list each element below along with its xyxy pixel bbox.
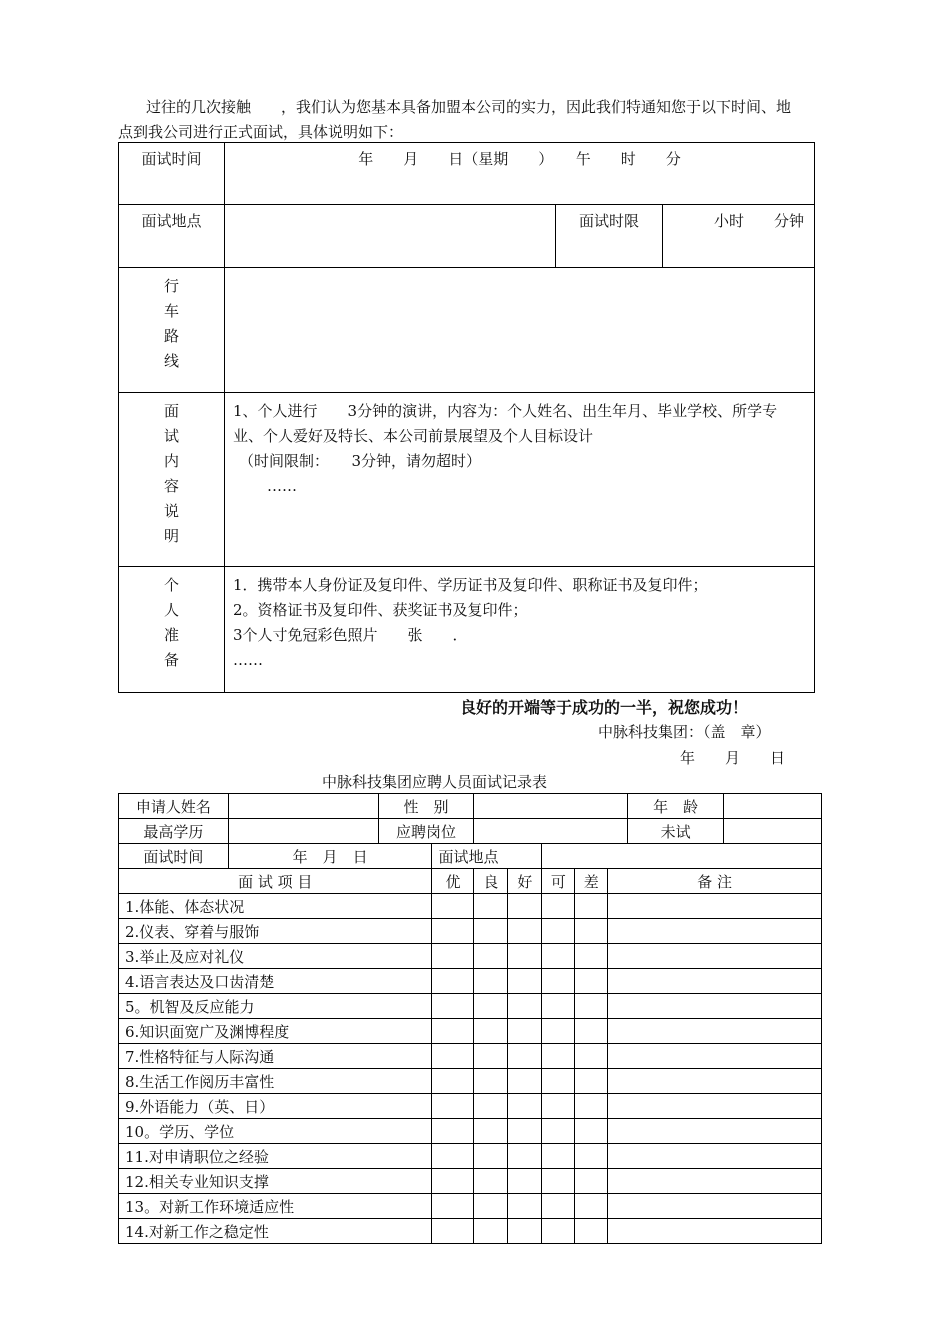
- grade-excellent-cell[interactable]: [432, 894, 474, 919]
- grade-excellent-cell[interactable]: [432, 1169, 474, 1194]
- table-row: [119, 1044, 822, 1069]
- grade-fair-cell[interactable]: [542, 944, 575, 969]
- grade-fair-cell[interactable]: [542, 969, 575, 994]
- table-row: [119, 1194, 822, 1219]
- grade-fair-cell[interactable]: [542, 1119, 575, 1144]
- table-row: [119, 894, 822, 919]
- grade-poor-cell[interactable]: [575, 1219, 608, 1244]
- interview-place-label: 面试地点: [432, 844, 542, 869]
- grade-fine-cell[interactable]: [508, 1044, 542, 1069]
- grade-excellent-cell[interactable]: [432, 919, 474, 944]
- evaluation-item-label: 8.生活工作阅历丰富性: [119, 1069, 432, 1094]
- interview-place-field[interactable]: [542, 844, 822, 869]
- duration-value[interactable]: 小时 分钟: [663, 205, 815, 268]
- grade-fair-cell[interactable]: [542, 1094, 575, 1119]
- interview-time-label: 面试时间: [119, 844, 229, 869]
- grade-poor-cell[interactable]: [575, 969, 608, 994]
- grade-fair-cell[interactable]: [542, 994, 575, 1019]
- grade-excellent-cell[interactable]: [432, 1144, 474, 1169]
- table-row: [119, 994, 822, 1019]
- evaluation-item-label: 2.仪表、穿着与服饰: [119, 919, 432, 944]
- time-label: 面试时间: [119, 143, 225, 205]
- grade-fair-cell[interactable]: [542, 1219, 575, 1244]
- prep-description: 1．携带本人身份证及复印件、学历证书及复印件、职称证书及复印件； 2。资格证书及复印件、获奖证书及复印件； 3个人寸免冠彩色照片 张 ． ……: [225, 567, 815, 693]
- grade-fine-cell[interactable]: [508, 1219, 542, 1244]
- remarks-cell[interactable]: [608, 1144, 822, 1169]
- evaluation-item-label: 10。学历、学位: [119, 1119, 432, 1144]
- place-label: 面试地点: [119, 205, 225, 268]
- grade-poor-header: 差: [575, 869, 608, 894]
- form-title: 中脉科技集团应聘人员面试记录表: [322, 773, 548, 791]
- grade-fair-cell[interactable]: [542, 1044, 575, 1069]
- prep-label: 个 人 准 备: [119, 567, 225, 693]
- grade-good-cell[interactable]: [474, 1194, 508, 1219]
- table-row: [119, 1119, 822, 1144]
- grade-fine-cell[interactable]: [508, 1169, 542, 1194]
- grade-fair-cell[interactable]: [542, 1144, 575, 1169]
- grade-good-header: 良: [474, 869, 508, 894]
- grade-fair-cell[interactable]: [542, 1019, 575, 1044]
- time-value[interactable]: 年 月 日（星期 ） 午 时 分: [225, 143, 815, 205]
- grade-excellent-header: 优: [432, 869, 474, 894]
- grade-fine-cell[interactable]: [508, 944, 542, 969]
- grade-excellent-cell[interactable]: [432, 1019, 474, 1044]
- grade-fair-cell[interactable]: [542, 1194, 575, 1219]
- grade-good-cell[interactable]: [474, 919, 508, 944]
- grade-good-cell[interactable]: [474, 1219, 508, 1244]
- table-row: [119, 1019, 822, 1044]
- remarks-cell[interactable]: [608, 1169, 822, 1194]
- interview-time-value[interactable]: 年 月 日: [228, 844, 432, 869]
- interview-notice-table: [118, 142, 815, 693]
- grade-good-cell[interactable]: [474, 969, 508, 994]
- position-field[interactable]: [474, 819, 628, 844]
- grade-poor-cell[interactable]: [575, 1019, 608, 1044]
- remarks-header: 备 注: [608, 869, 822, 894]
- grade-poor-cell[interactable]: [575, 1119, 608, 1144]
- grade-fine-cell[interactable]: [508, 1119, 542, 1144]
- evaluation-item-label: 14.对新工作之稳定性: [119, 1219, 432, 1244]
- remarks-cell[interactable]: [608, 1044, 822, 1069]
- grade-poor-cell[interactable]: [575, 894, 608, 919]
- table-row: [119, 1219, 822, 1244]
- remarks-cell[interactable]: [608, 1194, 822, 1219]
- grade-poor-cell[interactable]: [575, 944, 608, 969]
- grade-poor-cell[interactable]: [575, 919, 608, 944]
- table-row: [119, 919, 822, 944]
- table-row: [119, 1069, 822, 1094]
- remarks-cell[interactable]: [608, 944, 822, 969]
- remarks-cell[interactable]: [608, 1219, 822, 1244]
- grade-fair-cell[interactable]: [542, 1169, 575, 1194]
- interview-record-table: [118, 793, 822, 1244]
- grade-excellent-cell[interactable]: [432, 1094, 474, 1119]
- evaluation-item-label: 12.相关专业知识支撑: [119, 1169, 432, 1194]
- education-label: 最高学历: [119, 819, 229, 844]
- education-field[interactable]: [228, 819, 378, 844]
- grade-poor-cell[interactable]: [575, 1169, 608, 1194]
- items-header: 面 试 项 目: [119, 869, 432, 894]
- grade-excellent-cell[interactable]: [432, 1044, 474, 1069]
- grade-fine-cell[interactable]: [508, 994, 542, 1019]
- content-label: 面 试 内 容 说 明: [119, 393, 225, 567]
- footer-date: 年 月 日: [680, 749, 786, 767]
- grade-excellent-cell[interactable]: [432, 994, 474, 1019]
- remarks-cell[interactable]: [608, 919, 822, 944]
- applicant-name-label: 申请人姓名: [119, 794, 229, 819]
- grade-fine-cell[interactable]: [508, 1094, 542, 1119]
- grade-fine-cell[interactable]: [508, 1019, 542, 1044]
- slogan: 良好的开端等于成功的一半，祝您成功！: [460, 698, 749, 717]
- remarks-cell[interactable]: [608, 994, 822, 1019]
- grade-excellent-cell[interactable]: [432, 1194, 474, 1219]
- grade-poor-cell[interactable]: [575, 1144, 608, 1169]
- grade-good-cell[interactable]: [474, 894, 508, 919]
- evaluation-item-label: 1.体能、体态状况: [119, 894, 432, 919]
- gender-label: 性 别: [378, 794, 474, 819]
- grade-good-cell[interactable]: [474, 1094, 508, 1119]
- table-row: [119, 1094, 822, 1119]
- evaluation-item-label: 9.外语能力（英、日）: [119, 1094, 432, 1119]
- untested-label: 未试: [628, 819, 724, 844]
- route-value[interactable]: [225, 268, 815, 393]
- age-field[interactable]: [724, 794, 822, 819]
- grade-excellent-cell[interactable]: [432, 1069, 474, 1094]
- intro-line-1: 过往的几次接触 ，我们认为您基本具备加盟本公司的实力，因此我们特通知您于以下时间、地: [146, 98, 792, 116]
- evaluation-item-label: 4.语言表达及口齿清楚: [119, 969, 432, 994]
- grade-excellent-cell[interactable]: [432, 969, 474, 994]
- grade-good-cell[interactable]: [474, 1069, 508, 1094]
- grade-poor-cell[interactable]: [575, 1194, 608, 1219]
- company-seal: 中脉科技集团：（盖 章）: [598, 723, 771, 741]
- table-row: [119, 1144, 822, 1169]
- content-description: 1、个人进行 3分钟的演讲，内容为：个人姓名、出生年月、毕业学校、所学专 业、个人爱好及特长、本公司前景展望及个人目标设计 （时间限制： 3分钟，请勿超时） ……: [225, 393, 815, 567]
- table-row: [119, 969, 822, 994]
- grade-fine-cell[interactable]: [508, 1194, 542, 1219]
- remarks-cell[interactable]: [608, 1069, 822, 1094]
- grade-good-cell[interactable]: [474, 1119, 508, 1144]
- position-label: 应聘岗位: [378, 819, 474, 844]
- grade-excellent-cell[interactable]: [432, 1119, 474, 1144]
- grade-good-cell[interactable]: [474, 1169, 508, 1194]
- intro-line-2: 点到我公司进行正式面试，具体说明如下：: [118, 123, 404, 141]
- grade-fair-cell[interactable]: [542, 919, 575, 944]
- place-value[interactable]: [225, 205, 556, 268]
- grade-fine-cell[interactable]: [508, 1069, 542, 1094]
- evaluation-item-label: 5。机智及反应能力: [119, 994, 432, 1019]
- gender-field[interactable]: [474, 794, 628, 819]
- grade-poor-cell[interactable]: [575, 1094, 608, 1119]
- remarks-cell[interactable]: [608, 969, 822, 994]
- duration-label: 面试时限: [556, 205, 663, 268]
- remarks-cell[interactable]: [608, 1094, 822, 1119]
- grade-poor-cell[interactable]: [575, 1044, 608, 1069]
- grade-fine-cell[interactable]: [508, 969, 542, 994]
- grade-fair-cell[interactable]: [542, 894, 575, 919]
- evaluation-item-label: 11.对申请职位之经验: [119, 1144, 432, 1169]
- remarks-cell[interactable]: [608, 894, 822, 919]
- grade-excellent-cell[interactable]: [432, 944, 474, 969]
- evaluation-item-label: 6.知识面宽广及渊博程度: [119, 1019, 432, 1044]
- grade-fine-cell[interactable]: [508, 894, 542, 919]
- grade-fine-cell[interactable]: [508, 919, 542, 944]
- grade-excellent-cell[interactable]: [432, 1219, 474, 1244]
- grade-fair-cell[interactable]: [542, 1069, 575, 1094]
- age-label: 年 龄: [628, 794, 724, 819]
- evaluation-item-label: 3.举止及应对礼仪: [119, 944, 432, 969]
- grade-good-cell[interactable]: [474, 1144, 508, 1169]
- grade-poor-cell[interactable]: [575, 1069, 608, 1094]
- table-row: [119, 944, 822, 969]
- evaluation-items: [119, 894, 822, 1244]
- grade-poor-cell[interactable]: [575, 994, 608, 1019]
- table-row: [119, 1169, 822, 1194]
- grade-good-cell[interactable]: [474, 944, 508, 969]
- grade-good-cell[interactable]: [474, 1044, 508, 1069]
- applicant-name-field[interactable]: [228, 794, 378, 819]
- remarks-cell[interactable]: [608, 1119, 822, 1144]
- route-label: 行 车 路 线: [119, 268, 225, 393]
- grade-fine-header: 好: [508, 869, 542, 894]
- evaluation-item-label: 7.性格特征与人际沟通: [119, 1044, 432, 1069]
- grade-good-cell[interactable]: [474, 994, 508, 1019]
- grade-fine-cell[interactable]: [508, 1144, 542, 1169]
- grade-fair-header: 可: [542, 869, 575, 894]
- remarks-cell[interactable]: [608, 1019, 822, 1044]
- grade-good-cell[interactable]: [474, 1019, 508, 1044]
- evaluation-item-label: 13。对新工作环境适应性: [119, 1194, 432, 1219]
- untested-field[interactable]: [724, 819, 822, 844]
